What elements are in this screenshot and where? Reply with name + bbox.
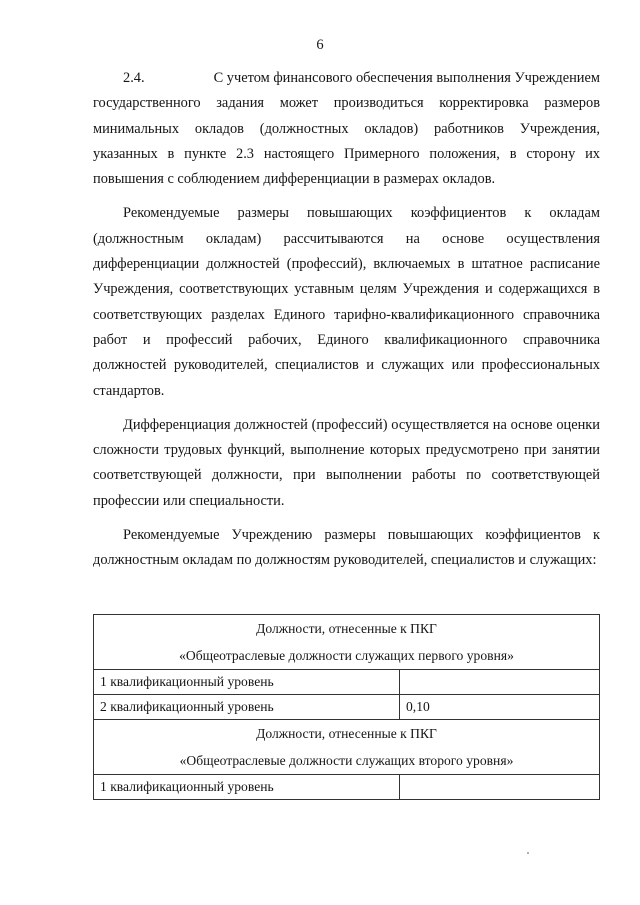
group-header-row — [94, 720, 600, 775]
table-row — [94, 670, 600, 695]
value-cell — [400, 775, 600, 800]
table-row — [94, 695, 600, 720]
value-cell — [400, 670, 600, 695]
coefficients-table — [93, 614, 600, 800]
group-header-line-1: Должности, отнесенные к ПКГ — [256, 726, 437, 741]
paragraph-2-4-line-4: указанных в пункте 2.3 настоящего Примерного положения, в сторону их — [93, 145, 600, 162]
level-cell: 1 квалификационный уровень — [94, 775, 400, 800]
paragraph-2-4-line-5: повышения с соблюдением дифференциации в размерах окладов. — [93, 171, 496, 188]
group-header-row — [94, 615, 600, 670]
paragraph-2-4 — [93, 66, 600, 192]
paragraph-2-4-text-1: С учетом финансового обеспечения выполнения Учреждением — [213, 70, 600, 86]
group-header-first-level — [94, 615, 600, 670]
paragraph-recommended: Рекомендуемые Учреждению размеры повышающих коэффициентов к должностным окладам по должностям руководителей, специалистов и служащих: — [93, 527, 600, 569]
scan-speck — [527, 852, 529, 854]
group-header-second-level — [94, 720, 600, 775]
level-cell: 1 квалификационный уровень — [94, 670, 400, 695]
group-header-line-2: «Общеотраслевые должности служащих первого уровня» — [179, 648, 514, 663]
value-cell: 0,10 — [400, 695, 600, 720]
paragraph-differentiation: Дифференциация должностей (профессий) осуществляется на основе оценки сложности трудовых функций, выполнение которых предусмотрено при занятии соответствующей должности, при выполнении работы по соответствующей профессии или специальности. — [93, 416, 600, 509]
page-number: 6 — [316, 37, 324, 53]
paragraph-2-4-line-1 — [93, 66, 600, 91]
clause-number: 2.4. — [123, 70, 145, 86]
paragraph-2-4-line-3: минимальных окладов (должностных окладов) работников Учреждения, — [93, 120, 600, 137]
paragraph-coefficients: Рекомендуемые размеры повышающих коэффициентов к окладам (должностным окладам) рассчитываются на основе осуществления дифференциации должностей (профессий), включаемых в штатное расписание Учреждения, соответствующих уставным целям Учреждения и содержащихся в соответствующих разделах Единого тарифно-квалификационного справочника работ и профессий рабочих, Единого квалификационного справочника должностей руководителей, специалистов и служащих или профессиональных стандартов. — [93, 205, 600, 399]
document-body — [93, 66, 600, 574]
table-row — [94, 775, 600, 800]
group-header-line-1: Должности, отнесенные к ПКГ — [256, 621, 437, 636]
level-cell: 2 квалификационный уровень — [94, 695, 400, 720]
paragraph-2-4-line-2: государственного задания может производиться корректировка размеров — [93, 95, 600, 112]
group-header-line-2: «Общеотраслевые должности служащих второго уровня» — [179, 753, 514, 768]
